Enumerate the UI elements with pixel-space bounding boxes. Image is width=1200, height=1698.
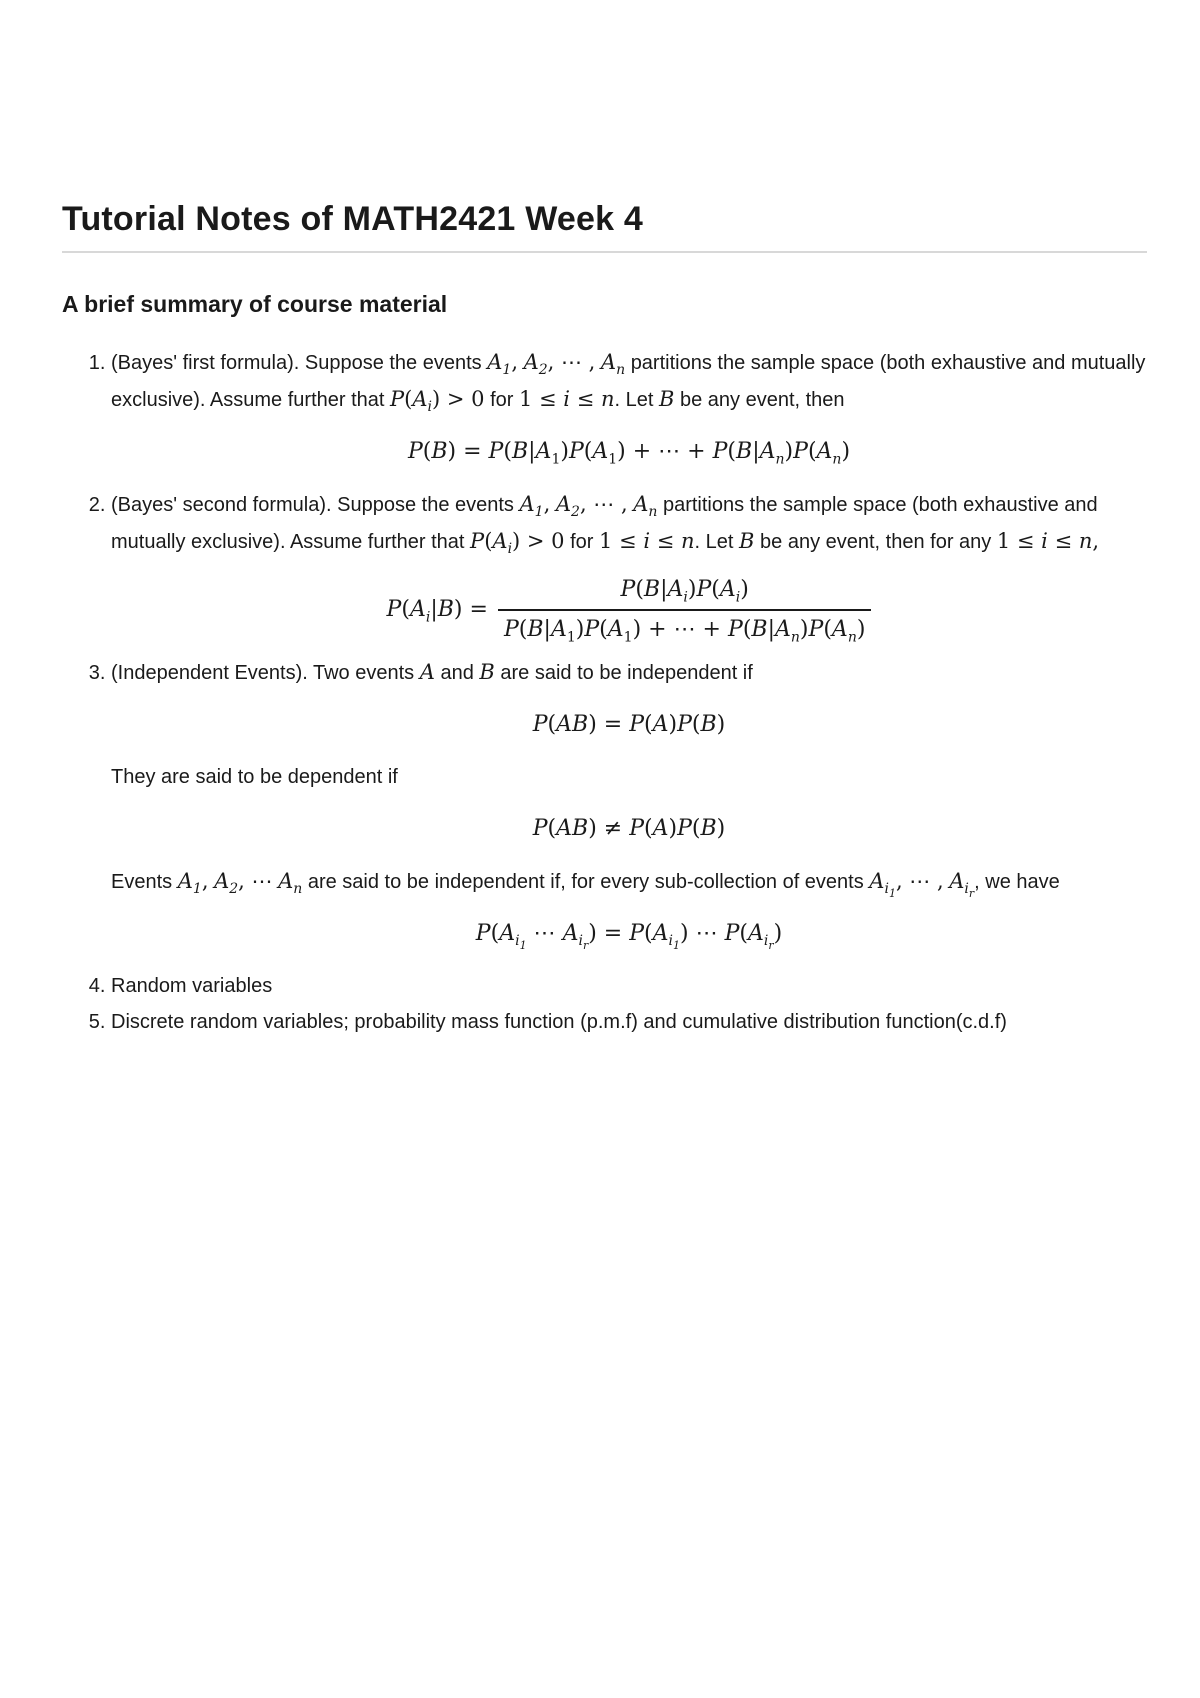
formula-subcollection: $P(A_{i_1}$ ⋯ $A_{i_r}) = P(A_{i_1})$ ⋯ $P(A_{i_r})$ xyxy=(475,921,783,953)
list-item-discrete-random-variables: 5. Discrete random variables; probability mass function (p.m.f) and cumulative distribution function(c.d.f) xyxy=(111,1004,1147,1040)
formula-bayes: $P(A_i|B)$ = $\frac{P(B|A_i)P(A_i)}{P(B|A_1)P(A_1) + \cdots + P(B|A_n)P(A_n)}$ xyxy=(111,574,1147,646)
formula-total-probability: $P(B) = P(B|A_1)P(A_1)$ + ⋯ + $P(B|A_n)P(A_n)$ xyxy=(407,439,851,468)
list-item-bayes-first: 1. (Bayes' first formula). Suppose the events $A_1$, $A_2$, ⋯ , $A_n$ partitions the sample space (both exhaustive and mutually exclusive). Assume further that $P(A_i) > 0$ for 1 ≤ i ≤ n. Let B be any event, then $P(B) = P(B|A_1)P(A_1)$ + ⋯ + $P(B|A_n)P(A_n)$ xyxy=(111,344,1147,472)
list-item-random-variables: 4. Random variables xyxy=(111,968,1147,1004)
dependent-text: They are said to be dependent if xyxy=(111,766,398,788)
page-title: Tutorial Notes of MATH2421 Week 4 xyxy=(62,200,1147,253)
list-item-independent-events: 3. (Independent Events). Two events A and B are said to be independent if P(AB) = P(A)P(B) They are said to be dependent if P(AB) ≠ P(A)P(B) Events $A_1$, $A_2$, ⋯ $A_n$ are said to be independent if, for every sub-collection of events $A_{i_1}$, ⋯ , $A_{i_r}$, we have $P(A_{i_1}$ ⋯ $A_{i_r}) = P(A_{i_1})$ ⋯ $P(A_{i_r})$ xyxy=(111,654,1147,954)
events-independent-text: Events $A_1$, $A_2$, ⋯ $A_n$ are said to be independent if, for every sub-collection of events $A_{i_1}$, ⋯ , $A_{i_r}$, we have xyxy=(111,869,1060,900)
list-item-bayes-second: 2. (Bayes' second formula). Suppose the events $A_1$, $A_2$, ⋯ , $A_n$ partitions the sample space (both exhaustive and mutually exclusive). Assume further that $P(A_i) > 0$ for 1 ≤ i ≤ n. Let B be any event, then for any 1 ≤ i ≤ n, $P(A_i|B)$ = $\frac{P(B|A_i)P(A_i)}{P(B|A_1)P(A_1) + \cdots + P(B|A_n)P(A_n)}$ xyxy=(111,486,1147,646)
document-page xyxy=(62,200,1147,1040)
section-heading: A brief summary of course material xyxy=(62,291,448,317)
summary-list xyxy=(62,344,1147,1040)
formula-independent: P(AB) = P(A)P(B) xyxy=(532,712,726,737)
formula-dependent: P(AB) ≠ P(A)P(B) xyxy=(532,816,726,841)
